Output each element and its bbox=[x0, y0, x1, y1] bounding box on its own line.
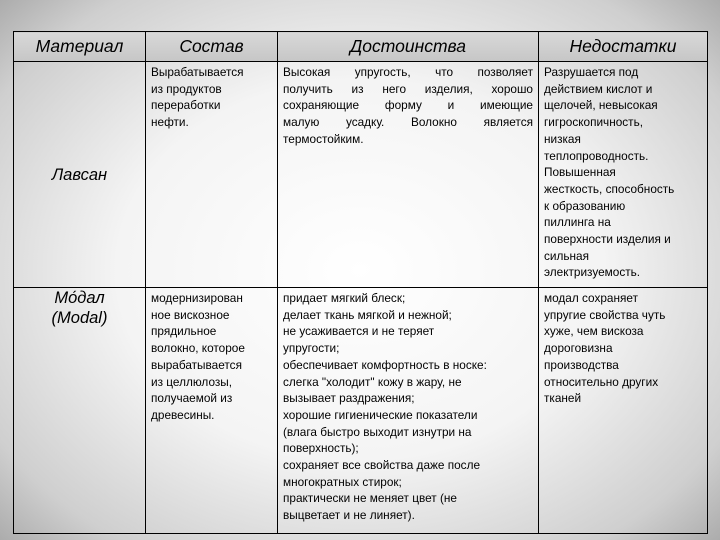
composition-line: переработки bbox=[151, 98, 221, 113]
disadvantages-line: тканей bbox=[544, 391, 582, 406]
advantages-line: выцветает и не линяет). bbox=[283, 508, 415, 523]
materials-table bbox=[13, 31, 708, 534]
composition-cell-lavsan bbox=[146, 62, 278, 288]
disadvantages-line: электризуемость. bbox=[544, 265, 641, 280]
advantages-line: многократных стирок; bbox=[283, 474, 402, 489]
disadvantages-line: хуже, чем вискоза bbox=[544, 324, 644, 339]
disadvantages-line: щелочей, невысокая bbox=[544, 98, 658, 113]
material-latin-modal: (Modal) bbox=[51, 309, 108, 327]
composition-line: ное вискозное bbox=[151, 307, 230, 322]
advantages-line: делает ткань мягкой и нежной; bbox=[283, 307, 452, 322]
advantages-line: вызывает раздражения; bbox=[283, 391, 415, 406]
composition-cell-modal bbox=[146, 288, 278, 534]
material-cell-modal bbox=[14, 288, 146, 534]
composition-line: из продуктов bbox=[151, 81, 222, 96]
table-row-lavsan bbox=[14, 62, 708, 288]
advantages-line: придает мягкий блеск; bbox=[283, 291, 406, 305]
advantages-line: хорошие гигиенические показатели bbox=[283, 407, 478, 422]
composition-line: вырабатывается bbox=[151, 357, 242, 372]
composition-line: нефти. bbox=[151, 115, 189, 130]
advantages-line: малую усадку. Волокно является bbox=[283, 115, 533, 130]
disadvantages-line: теплопроводность. bbox=[544, 148, 649, 163]
disadvantages-line: относительно других bbox=[544, 374, 659, 389]
header-disadvantages: Недостатки bbox=[539, 32, 708, 62]
composition-line: из целлюлозы, bbox=[151, 374, 233, 389]
advantages-line: (влага быстро выходит изнутри на bbox=[283, 424, 472, 439]
composition-line: прядильное bbox=[151, 324, 217, 339]
composition-line: Вырабатывается bbox=[151, 65, 244, 79]
disadvantages-line: упругие свойства чуть bbox=[544, 307, 666, 322]
table-row-modal bbox=[14, 288, 708, 534]
advantages-cell-modal bbox=[278, 288, 539, 534]
disadvantages-line: пиллинга на bbox=[544, 215, 611, 230]
disadvantages-line: Повышенная bbox=[544, 165, 616, 180]
disadvantages-cell-lavsan bbox=[539, 62, 708, 288]
advantages-line: не усаживается и не теряет bbox=[283, 324, 435, 339]
disadvantages-line: поверхности изделия и bbox=[544, 232, 671, 247]
disadvantages-line: низкая bbox=[544, 131, 581, 146]
material-cell-lavsan: Лавсан bbox=[14, 62, 146, 288]
advantages-line: практически не меняет цвет (не bbox=[283, 491, 457, 506]
header-row bbox=[14, 32, 708, 62]
advantages-line: упругости; bbox=[283, 341, 340, 356]
header-advantages: Достоинства bbox=[278, 32, 539, 62]
advantages-line: поверхность); bbox=[283, 441, 359, 456]
disadvantages-line: гигроскопичность, bbox=[544, 115, 643, 130]
header-material: Материал bbox=[14, 32, 146, 62]
advantages-line: Высокая упругость, что позволяет bbox=[283, 65, 533, 79]
advantages-line: сохраняющие форму и имеющие bbox=[283, 98, 533, 113]
disadvantages-cell-modal bbox=[539, 288, 708, 534]
advantages-line: получить из него изделия, хорошо bbox=[283, 81, 533, 96]
composition-line: модернизирован bbox=[151, 291, 243, 305]
disadvantages-line: к образованию bbox=[544, 198, 626, 213]
disadvantages-line: Разрушается под bbox=[544, 65, 639, 79]
composition-line: получаемой из bbox=[151, 391, 233, 406]
composition-line: волокно, которое bbox=[151, 341, 245, 356]
advantages-line: обеспечивает комфортность в носке: bbox=[283, 357, 487, 372]
disadvantages-line: дороговизна bbox=[544, 341, 613, 356]
disadvantages-line: производства bbox=[544, 357, 619, 372]
advantages-cell-lavsan bbox=[278, 62, 539, 288]
advantages-line: сохраняет все свойства даже после bbox=[283, 458, 481, 473]
header-composition: Состав bbox=[146, 32, 278, 62]
advantages-line: термостойким. bbox=[283, 131, 364, 146]
disadvantages-line: модал сохраняет bbox=[544, 291, 638, 305]
disadvantages-line: действием кислот и bbox=[544, 81, 653, 96]
disadvantages-line: сильная bbox=[544, 248, 589, 263]
composition-line: древесины. bbox=[151, 407, 215, 422]
disadvantages-line: жесткость, способность bbox=[544, 181, 675, 196]
advantages-line: слегка "холодит" кожу в жару, не bbox=[283, 374, 462, 389]
material-name-modal: Мо́дал bbox=[54, 289, 105, 307]
